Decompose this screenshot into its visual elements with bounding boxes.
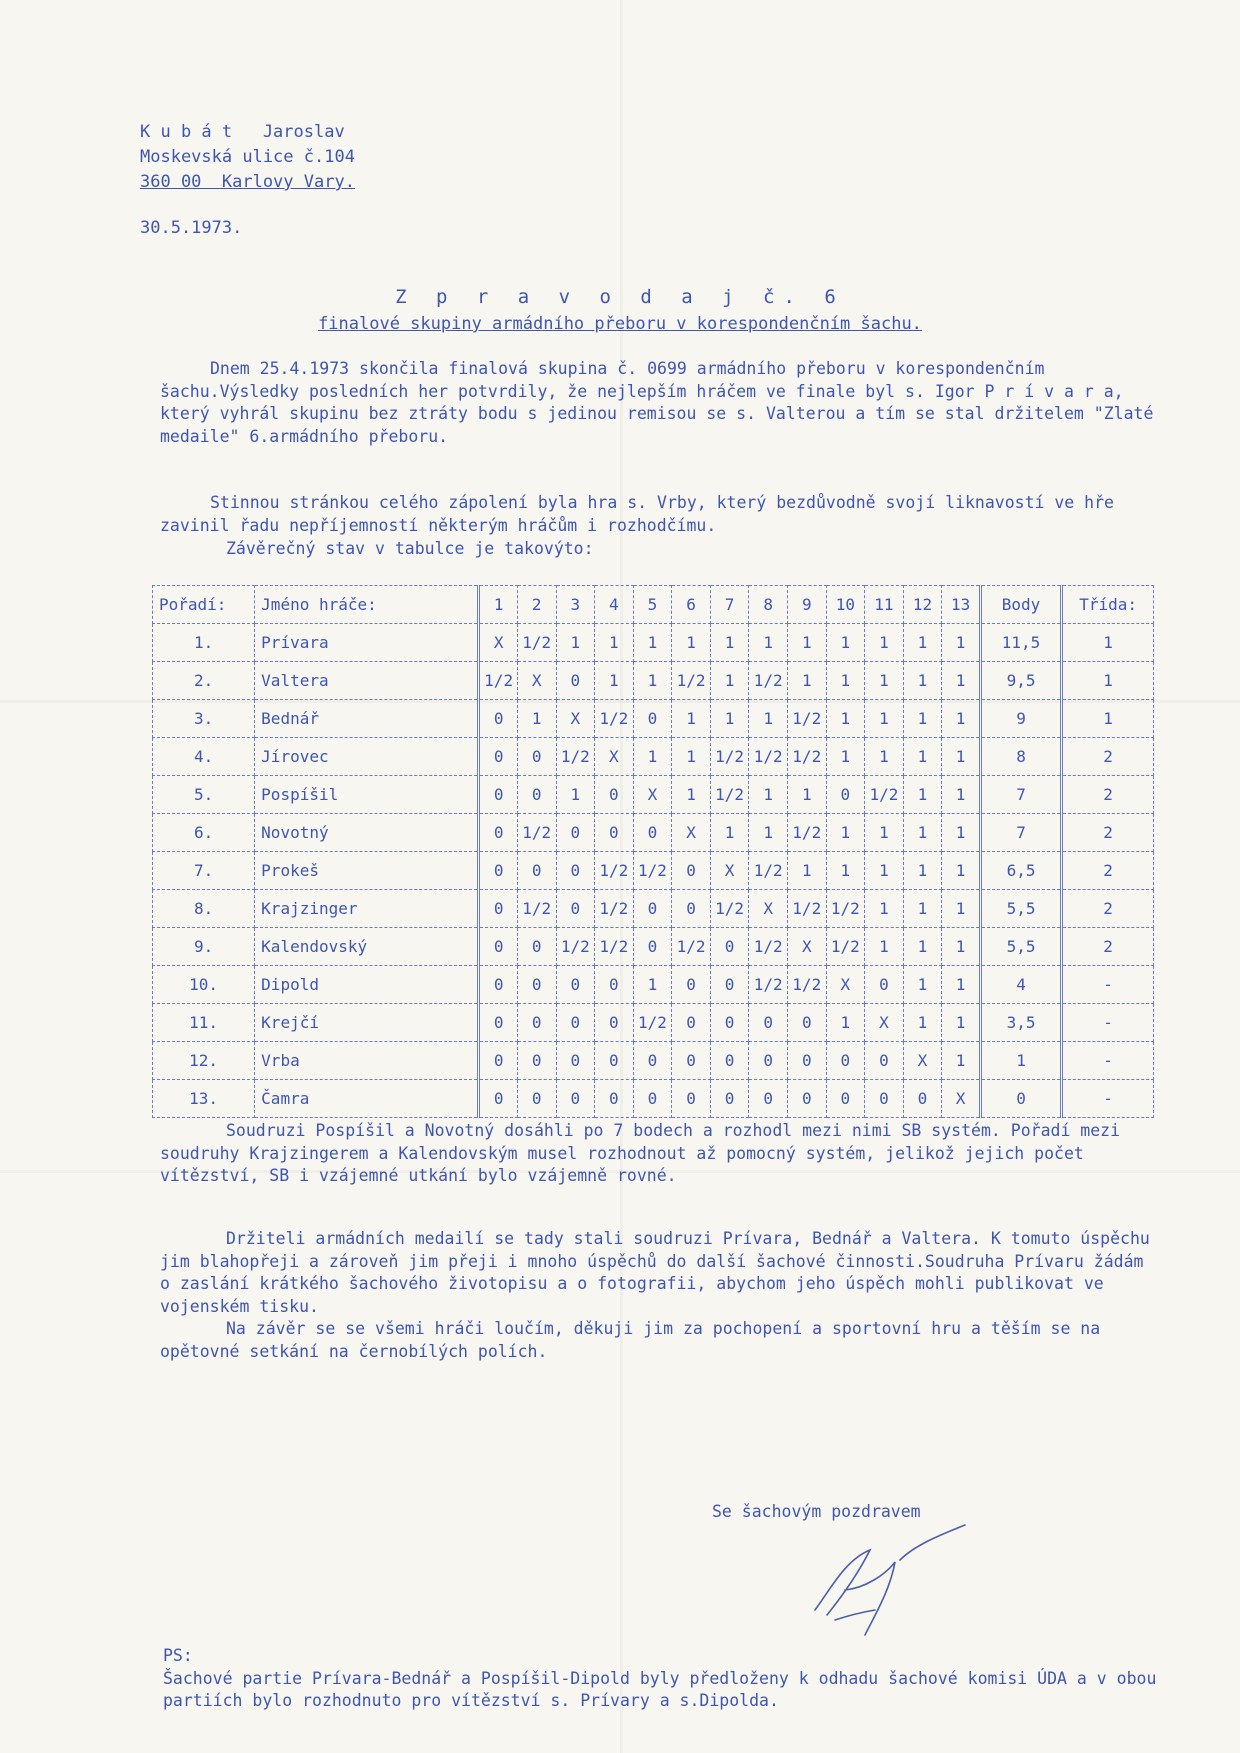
table-row xyxy=(153,776,1154,814)
result-cell: 1 xyxy=(633,966,672,1004)
rank-cell: 11. xyxy=(153,1004,255,1042)
result-cell: 0 xyxy=(749,1042,788,1080)
result-cell: 1/2 xyxy=(595,890,634,928)
player-name-cell: Valtera xyxy=(255,662,479,700)
result-cell: 1 xyxy=(903,928,942,966)
result-cell: 0 xyxy=(710,928,749,966)
class-cell: - xyxy=(1062,1004,1154,1042)
points-cell: 7 xyxy=(980,776,1061,814)
result-cell: 1 xyxy=(672,700,711,738)
result-cell: 0 xyxy=(865,1080,904,1118)
header-game-3: 3 xyxy=(556,586,595,624)
paragraph-tiebreak: Soudruzi Pospíšil a Novotný dosáhli po 7 bodech a rozhodl mezi nimi SB systém. Pořadí mezi soudruhy Krajzingerem a Kalendovským musel rozhodnout až pomocný systém, jelikož jejich počet vítězství, SB i vzájemné utkání bylo vzájemně rovné. xyxy=(160,1121,1121,1185)
points-cell: 9,5 xyxy=(980,662,1061,700)
class-cell: 1 xyxy=(1062,624,1154,662)
result-cell: 1 xyxy=(865,928,904,966)
result-cell: X xyxy=(517,662,556,700)
result-cell: 1 xyxy=(942,700,981,738)
result-cell: 1 xyxy=(903,814,942,852)
points-cell: 5,5 xyxy=(980,890,1061,928)
result-cell: 1 xyxy=(942,776,981,814)
result-cell: 0 xyxy=(479,1080,518,1118)
result-cell: 0 xyxy=(787,1004,826,1042)
result-cell: 0 xyxy=(517,1080,556,1118)
result-cell: 1 xyxy=(903,852,942,890)
result-cell: 1 xyxy=(903,966,942,1004)
result-cell: 0 xyxy=(595,814,634,852)
rank-cell: 4. xyxy=(153,738,255,776)
postscript-label: PS: xyxy=(163,1646,193,1665)
result-cell: X xyxy=(595,738,634,776)
rank-cell: 2. xyxy=(153,662,255,700)
result-cell: 1/2 xyxy=(710,738,749,776)
result-cell: 1/2 xyxy=(749,928,788,966)
result-cell: 1 xyxy=(556,776,595,814)
result-cell: X xyxy=(672,814,711,852)
result-cell: 0 xyxy=(633,890,672,928)
result-cell: 0 xyxy=(595,966,634,1004)
result-cell: 1 xyxy=(633,738,672,776)
result-cell: 0 xyxy=(556,1042,595,1080)
result-cell: 1 xyxy=(942,928,981,966)
result-cell: X xyxy=(633,776,672,814)
result-cell: X xyxy=(787,928,826,966)
rank-cell: 12. xyxy=(153,1042,255,1080)
table-row xyxy=(153,814,1154,852)
result-cell: 0 xyxy=(479,814,518,852)
result-cell: X xyxy=(826,966,865,1004)
points-cell: 6,5 xyxy=(980,852,1061,890)
result-cell: 1/2 xyxy=(556,928,595,966)
result-cell: 1 xyxy=(942,662,981,700)
result-cell: 0 xyxy=(517,966,556,1004)
result-cell: 0 xyxy=(556,662,595,700)
paragraph-table-intro: Závěrečný stav v tabulce je takovýto: xyxy=(226,539,594,558)
result-cell: 1 xyxy=(672,624,711,662)
result-cell: 0 xyxy=(633,928,672,966)
result-cell: 0 xyxy=(672,1080,711,1118)
results-table xyxy=(152,585,1154,1118)
result-cell: 1 xyxy=(710,814,749,852)
table-row xyxy=(153,890,1154,928)
result-cell: 0 xyxy=(479,928,518,966)
player-name-cell: Prívara xyxy=(255,624,479,662)
table-row xyxy=(153,928,1154,966)
result-cell: 0 xyxy=(633,1042,672,1080)
result-cell: X xyxy=(710,852,749,890)
result-cell: 0 xyxy=(479,1004,518,1042)
result-cell: 1 xyxy=(865,852,904,890)
result-cell: 0 xyxy=(826,1080,865,1118)
class-cell: - xyxy=(1062,1042,1154,1080)
result-cell: 0 xyxy=(672,852,711,890)
result-cell: 1/2 xyxy=(595,852,634,890)
result-cell: 0 xyxy=(672,966,711,1004)
class-cell: 2 xyxy=(1062,890,1154,928)
result-cell: 1 xyxy=(942,852,981,890)
table-row xyxy=(153,738,1154,776)
result-cell: 1 xyxy=(826,852,865,890)
player-name-cell: Jírovec xyxy=(255,738,479,776)
points-cell: 5,5 xyxy=(980,928,1061,966)
paragraph-medals-text: Držiteli armádních medailí se tady stali soudruzi Prívara, Bednář a Valtera. K tomuto úspěchu jim blahopřeji a zároveň jim přeji i mnoho úspěchů do další šachové činnosti.Soudruha Prívaru žádám o zaslání krátkého šachového životopisu a o fotografii, abychom jeho úspěch mohli publikovat ve vojenském tisku. xyxy=(160,1229,1150,1316)
points-cell: 7 xyxy=(980,814,1061,852)
result-cell: 1 xyxy=(903,776,942,814)
paragraph-intro: Dnem 25.4.1973 skončila finalová skupina č. 0699 armádního přeboru v korespondenčním šachu.Výsledky posledních her potvrdily, že nejlepším hráčem ve finale byl s. Igor P r í v a r a, který vyhrál skupinu bez ztráty bodu s jedinou remisou se s. Valterou a tím se stal držitelem "Zlaté medaile" 6.armádního přeboru. xyxy=(160,359,1154,446)
result-cell: 0 xyxy=(749,1004,788,1042)
result-cell: 0 xyxy=(556,890,595,928)
result-cell: 1 xyxy=(672,776,711,814)
class-cell: 2 xyxy=(1062,776,1154,814)
header-game-1: 1 xyxy=(479,586,518,624)
result-cell: 1/2 xyxy=(556,738,595,776)
paragraph-medals xyxy=(160,1228,1160,1363)
result-cell: 1/2 xyxy=(787,700,826,738)
result-cell: 0 xyxy=(517,776,556,814)
result-cell: 1 xyxy=(787,624,826,662)
result-cell: 1 xyxy=(865,700,904,738)
player-name-cell: Novotný xyxy=(255,814,479,852)
result-cell: 0 xyxy=(787,1080,826,1118)
class-cell: - xyxy=(1062,966,1154,1004)
points-cell: 11,5 xyxy=(980,624,1061,662)
table-row xyxy=(153,966,1154,1004)
class-cell: 1 xyxy=(1062,700,1154,738)
result-cell: 1/2 xyxy=(787,890,826,928)
result-cell: X xyxy=(749,890,788,928)
header-rank: Pořadí: xyxy=(153,586,255,624)
table-row xyxy=(153,700,1154,738)
rank-cell: 10. xyxy=(153,966,255,1004)
result-cell: 1 xyxy=(865,890,904,928)
result-cell: 1/2 xyxy=(749,738,788,776)
result-cell: 1 xyxy=(633,624,672,662)
bulletin-subtitle: finalové skupiny armádního přeboru v korespondenčním šachu. xyxy=(318,314,922,334)
points-cell: 9 xyxy=(980,700,1061,738)
result-cell: 1 xyxy=(903,890,942,928)
sender-city: 360 00 Karlovy Vary. xyxy=(140,172,355,192)
postscript xyxy=(163,1645,1163,1713)
result-cell: 0 xyxy=(556,852,595,890)
result-cell: 1 xyxy=(749,624,788,662)
result-cell: 1/2 xyxy=(595,700,634,738)
result-cell: 1 xyxy=(595,624,634,662)
result-cell: 0 xyxy=(710,1042,749,1080)
class-cell: 2 xyxy=(1062,738,1154,776)
result-cell: 0 xyxy=(479,1042,518,1080)
result-cell: 1/2 xyxy=(865,776,904,814)
table-row xyxy=(153,1042,1154,1080)
table-row xyxy=(153,624,1154,662)
result-cell: X xyxy=(556,700,595,738)
result-cell: 1 xyxy=(826,624,865,662)
header-game-11: 11 xyxy=(865,586,904,624)
result-cell: 1 xyxy=(749,776,788,814)
result-cell: 0 xyxy=(826,1042,865,1080)
result-cell: 0 xyxy=(710,1080,749,1118)
result-cell: 1 xyxy=(826,662,865,700)
result-cell: 0 xyxy=(710,966,749,1004)
result-cell: 1 xyxy=(749,814,788,852)
result-cell: 1/2 xyxy=(749,966,788,1004)
header-game-12: 12 xyxy=(903,586,942,624)
points-cell: 8 xyxy=(980,738,1061,776)
result-cell: 1/2 xyxy=(749,852,788,890)
paragraph-vrba: Stinnou stránkou celého zápolení byla hra s. Vrby, který bezdůvodně svojí liknavostí ve hře zavinil řadu nepříjemností některým hráčům i rozhodčímu. xyxy=(160,493,1114,535)
result-cell: 0 xyxy=(556,966,595,1004)
result-cell: 1 xyxy=(942,814,981,852)
table-row xyxy=(153,1080,1154,1118)
result-cell: 0 xyxy=(903,1080,942,1118)
result-cell: 0 xyxy=(517,852,556,890)
result-cell: 0 xyxy=(672,1042,711,1080)
bulletin-title: Z p r a v o d a j č. 6 xyxy=(395,286,845,308)
table-body xyxy=(153,624,1154,1118)
result-cell: 1 xyxy=(903,624,942,662)
result-cell: 0 xyxy=(595,1080,634,1118)
result-cell: 0 xyxy=(479,890,518,928)
result-cell: 0 xyxy=(595,1004,634,1042)
result-cell: 1 xyxy=(749,700,788,738)
letter-date: 30.5.1973. xyxy=(140,218,243,238)
rank-cell: 5. xyxy=(153,776,255,814)
result-cell: 0 xyxy=(479,776,518,814)
result-cell: 1 xyxy=(903,1004,942,1042)
result-cell: 1 xyxy=(942,890,981,928)
result-cell: 0 xyxy=(633,814,672,852)
result-cell: X xyxy=(865,1004,904,1042)
result-cell: 0 xyxy=(517,928,556,966)
table-header-row xyxy=(153,586,1154,624)
result-cell: 1 xyxy=(787,662,826,700)
header-game-8: 8 xyxy=(749,586,788,624)
result-cell: 1 xyxy=(903,738,942,776)
result-cell: 0 xyxy=(556,814,595,852)
player-name-cell: Čamra xyxy=(255,1080,479,1118)
result-cell: 1 xyxy=(942,1004,981,1042)
result-cell: 1 xyxy=(903,662,942,700)
result-cell: 1 xyxy=(556,624,595,662)
rank-cell: 8. xyxy=(153,890,255,928)
result-cell: 1/2 xyxy=(787,814,826,852)
result-cell: 0 xyxy=(865,966,904,1004)
header-player-name: Jméno hráče: xyxy=(255,586,479,624)
sender-name: K u b á t Jaroslav xyxy=(140,122,345,142)
sender-street: Moskevská ulice č.104 xyxy=(140,147,355,167)
rank-cell: 1. xyxy=(153,624,255,662)
result-cell: 0 xyxy=(672,890,711,928)
closing-greeting: Se šachovým pozdravem xyxy=(712,1502,921,1521)
player-name-cell: Krejčí xyxy=(255,1004,479,1042)
rank-cell: 7. xyxy=(153,852,255,890)
result-cell: 1/2 xyxy=(826,928,865,966)
result-cell: 1 xyxy=(672,738,711,776)
result-cell: 1/2 xyxy=(595,928,634,966)
result-cell: 1 xyxy=(942,738,981,776)
result-cell: 1 xyxy=(633,662,672,700)
result-cell: 1/2 xyxy=(749,662,788,700)
result-cell: 1 xyxy=(903,700,942,738)
class-cell: - xyxy=(1062,1080,1154,1118)
result-cell: 1/2 xyxy=(672,662,711,700)
result-cell: 1 xyxy=(710,700,749,738)
class-cell: 1 xyxy=(1062,662,1154,700)
result-cell: 1/2 xyxy=(633,1004,672,1042)
result-cell: 1 xyxy=(826,814,865,852)
result-cell: 1 xyxy=(787,852,826,890)
points-cell: 1 xyxy=(980,1042,1061,1080)
table-row xyxy=(153,1004,1154,1042)
class-cell: 2 xyxy=(1062,814,1154,852)
player-name-cell: Kalendovský xyxy=(255,928,479,966)
header-game-7: 7 xyxy=(710,586,749,624)
player-name-cell: Dipold xyxy=(255,966,479,1004)
result-cell: 0 xyxy=(479,852,518,890)
result-cell: 1 xyxy=(710,624,749,662)
result-cell: 0 xyxy=(633,700,672,738)
header-game-9: 9 xyxy=(787,586,826,624)
result-cell: 1 xyxy=(942,1042,981,1080)
result-cell: 1 xyxy=(942,966,981,1004)
result-cell: 0 xyxy=(749,1080,788,1118)
result-cell: 1 xyxy=(517,700,556,738)
result-cell: 1/2 xyxy=(826,890,865,928)
result-cell: 1 xyxy=(942,624,981,662)
table-row xyxy=(153,852,1154,890)
result-cell: 1/2 xyxy=(787,966,826,1004)
rank-cell: 6. xyxy=(153,814,255,852)
result-cell: 0 xyxy=(633,1080,672,1118)
header-class: Třída: xyxy=(1062,586,1154,624)
result-cell: 1 xyxy=(865,624,904,662)
player-name-cell: Krajzinger xyxy=(255,890,479,928)
result-cell: 0 xyxy=(672,1004,711,1042)
header-game-13: 13 xyxy=(942,586,981,624)
result-cell: 1/2 xyxy=(710,776,749,814)
result-cell: 1/2 xyxy=(710,890,749,928)
result-cell: 1 xyxy=(865,814,904,852)
player-name-cell: Pospíšil xyxy=(255,776,479,814)
class-cell: 2 xyxy=(1062,928,1154,966)
table-row xyxy=(153,662,1154,700)
result-cell: X xyxy=(942,1080,981,1118)
result-cell: 0 xyxy=(595,1042,634,1080)
result-cell: 0 xyxy=(865,1042,904,1080)
rank-cell: 9. xyxy=(153,928,255,966)
result-cell: 0 xyxy=(787,1042,826,1080)
result-cell: 1 xyxy=(787,776,826,814)
result-cell: 1/2 xyxy=(517,814,556,852)
result-cell: 0 xyxy=(556,1080,595,1118)
player-name-cell: Prokeš xyxy=(255,852,479,890)
result-cell: 1 xyxy=(865,738,904,776)
result-cell: 0 xyxy=(517,1004,556,1042)
result-cell: X xyxy=(903,1042,942,1080)
result-cell: 1 xyxy=(865,662,904,700)
result-cell: 0 xyxy=(595,776,634,814)
handwritten-signature xyxy=(775,1520,975,1650)
result-cell: 1 xyxy=(826,1004,865,1042)
result-cell: 1/2 xyxy=(787,738,826,776)
result-cell: 1 xyxy=(595,662,634,700)
rank-cell: 3. xyxy=(153,700,255,738)
points-cell: 0 xyxy=(980,1080,1061,1118)
result-cell: 1/2 xyxy=(479,662,518,700)
result-cell: 1 xyxy=(826,738,865,776)
header-game-10: 10 xyxy=(826,586,865,624)
header-game-6: 6 xyxy=(672,586,711,624)
player-name-cell: Bednář xyxy=(255,700,479,738)
result-cell: 0 xyxy=(517,738,556,776)
result-cell: 0 xyxy=(556,1004,595,1042)
result-cell: 1 xyxy=(826,700,865,738)
points-cell: 4 xyxy=(980,966,1061,1004)
result-cell: 0 xyxy=(479,738,518,776)
result-cell: 1/2 xyxy=(517,624,556,662)
result-cell: 0 xyxy=(710,1004,749,1042)
points-cell: 3,5 xyxy=(980,1004,1061,1042)
result-cell: 1/2 xyxy=(517,890,556,928)
header-points: Body xyxy=(980,586,1061,624)
header-game-2: 2 xyxy=(517,586,556,624)
class-cell: 2 xyxy=(1062,852,1154,890)
paragraph-farewell: Na závěr se se všemi hráči loučím, děkuji jim za pochopení a sportovní hru a těším se na opětovné setkání na černobílých polích. xyxy=(160,1319,1101,1361)
header-game-4: 4 xyxy=(595,586,634,624)
result-cell: 1/2 xyxy=(633,852,672,890)
result-cell: 0 xyxy=(479,966,518,1004)
player-name-cell: Vrba xyxy=(255,1042,479,1080)
header-game-5: 5 xyxy=(633,586,672,624)
result-cell: 1/2 xyxy=(672,928,711,966)
result-cell: 0 xyxy=(517,1042,556,1080)
postscript-text: Šachové partie Prívara-Bednář a Pospíšil-Dipold byly předloženy k odhadu šachové komisi ÚDA a v obou partiích bylo rozhodnuto pro vítězství s. Prívary a s.Dipolda. xyxy=(163,1668,1157,1710)
result-cell: X xyxy=(479,624,518,662)
result-cell: 1 xyxy=(710,662,749,700)
result-cell: 0 xyxy=(826,776,865,814)
rank-cell: 13. xyxy=(153,1080,255,1118)
result-cell: 0 xyxy=(479,700,518,738)
sender-address xyxy=(140,120,355,195)
